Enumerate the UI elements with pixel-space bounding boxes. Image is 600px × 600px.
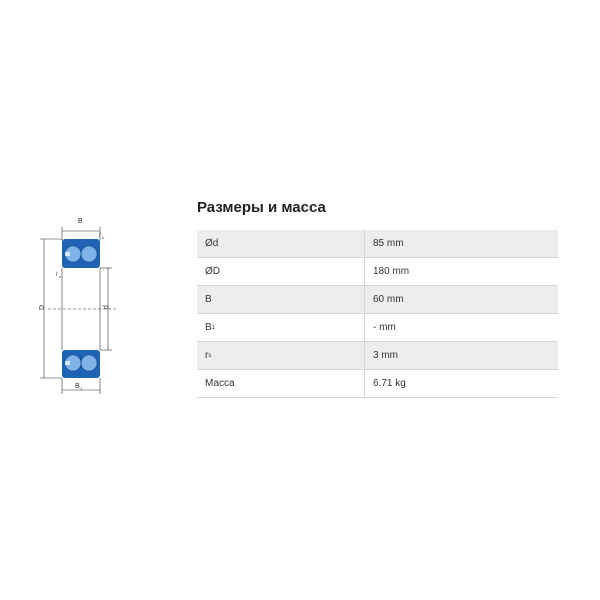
spec-name: B [197,286,365,313]
specs-table [197,230,558,398]
bearing-top-section [62,239,100,268]
spec-name: Ød [197,230,365,257]
label-b: B [78,218,83,225]
label-d-inner: d [103,305,110,309]
label-b1: B [75,383,80,390]
label-d-outer: D [39,304,46,310]
label-rs-side: r [56,272,58,278]
table-row [197,230,558,258]
spec-name: r s [197,342,365,369]
label-b1-sub: 1 [80,386,83,391]
spec-value: 60 mm [373,294,404,305]
spec-value: 180 mm [373,266,410,277]
table-row [197,286,558,314]
spec-name: B 1 [197,314,365,341]
spec-value: 3 mm [373,350,398,361]
label-rs-top: r [99,233,101,239]
label-rs-side-sub: s [59,274,61,279]
bearing-cross-section [28,210,138,400]
spec-name: ØD [197,258,365,285]
bearing-drawing [28,210,138,400]
bearing-bottom-section [62,350,100,378]
spec-value: - mm [373,322,396,333]
section-title: Размеры и масса [197,199,326,216]
spec-name: Масса [197,370,365,397]
table-row [197,314,558,342]
spec-value: 85 mm [373,238,404,249]
table-row [197,342,558,370]
label-rs-top-sub: s [102,235,104,240]
table-row [197,258,558,286]
table-row [197,370,558,398]
spec-value: 6.71 kg [373,378,406,389]
